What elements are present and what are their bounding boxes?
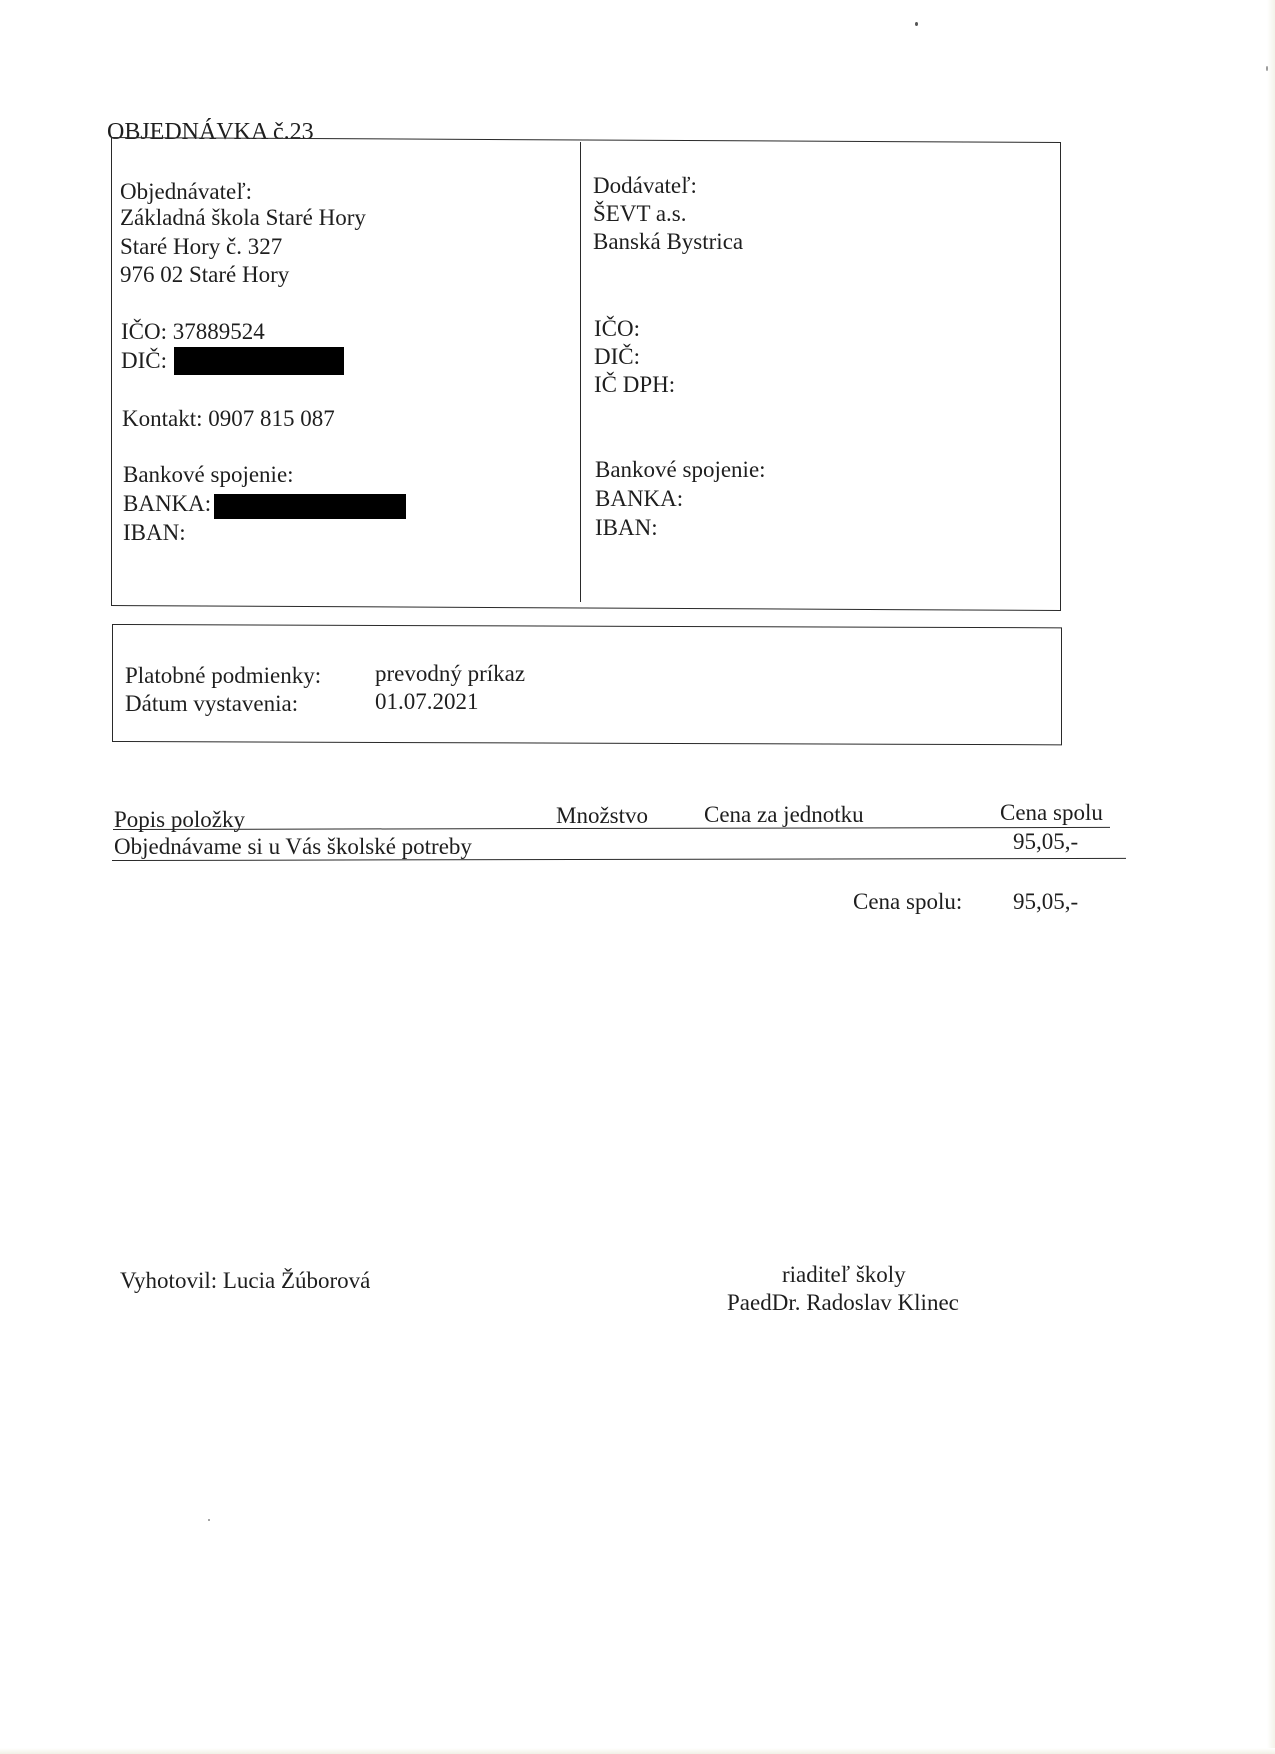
prepared-by: Vyhotovil: Lucia Žúborová — [120, 1268, 371, 1293]
supplier-iban-label: IBAN: — [595, 515, 658, 540]
supplier-dic-label: DIČ: — [594, 344, 640, 369]
orderer-bank-label: BANKA: — [123, 491, 212, 516]
payment-terms-label: Platobné podmienky: — [125, 663, 322, 688]
redaction-bar — [214, 494, 406, 519]
scan-speck — [1266, 66, 1268, 71]
column-header-description: Popis položky — [114, 807, 245, 832]
item-total: 95,05,- — [1013, 829, 1079, 854]
item-description: Objednávame si u Vás školské potreby — [114, 834, 472, 859]
orderer-contact: Kontakt: 0907 815 087 — [122, 406, 335, 431]
supplier-bank-heading: Bankové spojenie: — [595, 457, 766, 482]
orderer-name: Základná škola Staré Hory — [120, 205, 366, 230]
column-header-unit-price: Cena za jednotku — [704, 802, 864, 827]
redaction-bar — [174, 347, 344, 375]
column-header-quantity: Množstvo — [556, 803, 648, 828]
supplier-bank-label: BANKA: — [595, 486, 684, 511]
page-edge-right — [1267, 0, 1275, 1754]
supplier-name: ŠEVT a.s. — [593, 201, 687, 226]
orderer-heading: Objednávateľ: — [120, 179, 252, 204]
supplier-heading: Dodávateľ: — [593, 173, 697, 198]
supplier-city: Banská Bystrica — [593, 229, 744, 254]
total-value: 95,05,- — [1013, 889, 1079, 914]
orderer-iban-label: IBAN: — [123, 520, 186, 545]
signatory-role: riaditeľ školy — [782, 1262, 906, 1287]
orderer-city: 976 02 Staré Hory — [120, 262, 290, 287]
scan-speck — [915, 22, 918, 26]
total-label: Cena spolu: — [853, 889, 963, 914]
page-edge-bottom — [0, 1748, 1275, 1754]
issue-date-label: Dátum vystavenia: — [125, 691, 299, 716]
supplier-ico-label: IČO: — [594, 316, 640, 341]
document-title: OBJEDNÁVKA č.23 — [107, 119, 314, 145]
orderer-ico: IČO: 37889524 — [121, 319, 265, 344]
column-header-total: Cena spolu — [1000, 800, 1103, 825]
parties-divider — [580, 142, 581, 602]
scan-speck — [208, 1519, 210, 1521]
signatory-name: PaedDr. Radoslav Klinec — [727, 1290, 959, 1315]
supplier-icdph-label: IČ DPH: — [594, 372, 676, 397]
payment-terms-value: prevodný príkaz — [375, 661, 526, 686]
orderer-dic-label: DIČ: — [121, 348, 167, 373]
orderer-street: Staré Hory č. 327 — [120, 234, 283, 259]
orderer-bank-heading: Bankové spojenie: — [123, 462, 294, 487]
issue-date-value: 01.07.2021 — [375, 689, 479, 714]
